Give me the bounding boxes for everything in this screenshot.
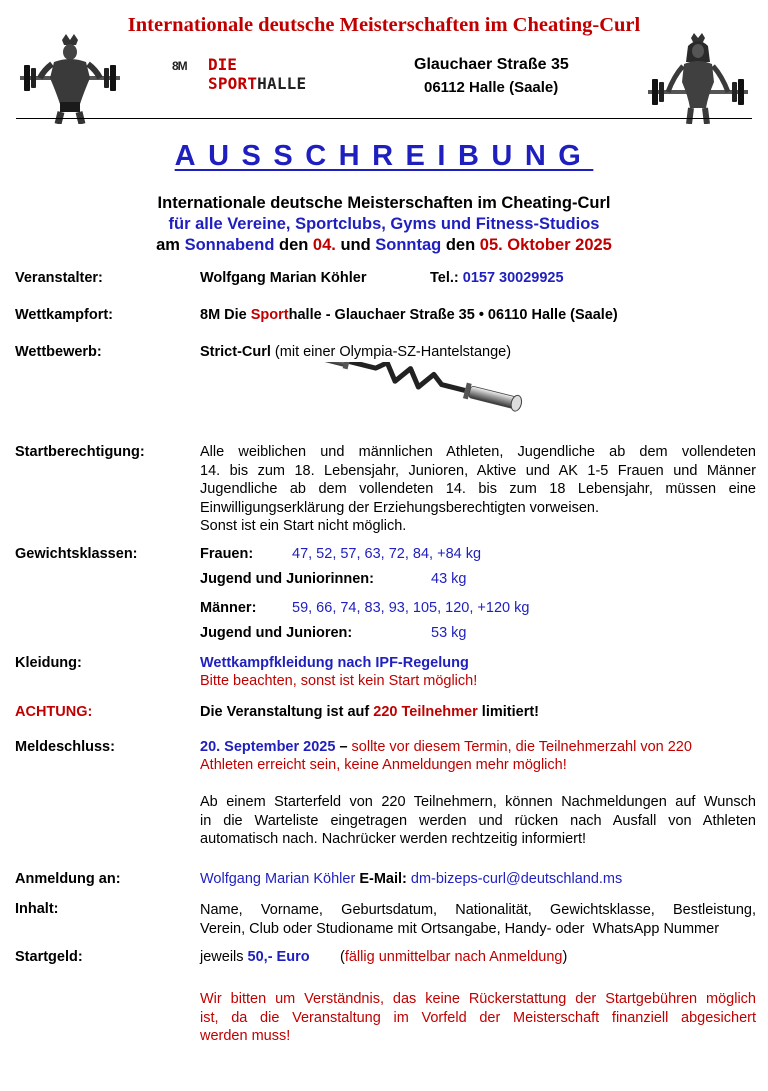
waitlist-line: in die Warteliste eingetragen werden und rücken nach Ausfall von Athleten	[200, 812, 756, 829]
deadline-label: Meldeschluss:	[15, 739, 115, 755]
youth-men-class: 53 kg	[431, 625, 467, 641]
waitlist-text	[200, 793, 756, 849]
refund-line: Wir bitten um Verständnis, das keine Rückerstattung der Startgebühren möglich	[200, 991, 756, 1007]
weight-classes-label: Gewichtsklassen:	[15, 546, 138, 562]
youth-women-label: Jugend und Juniorinnen:	[200, 571, 374, 587]
registration-email[interactable]: dm-bizeps-curl@deutschland.ms	[410, 871, 623, 887]
weightlifter-king-icon	[18, 32, 122, 124]
venue-value	[200, 307, 618, 323]
deadline-note: sollte vor diesem Termin, die Teilnehmerzahl von 220	[351, 739, 692, 755]
competition-type: Strict-Curl	[200, 344, 271, 360]
phone-number[interactable]: 0157 30029925	[462, 270, 564, 286]
organizer-phone	[430, 270, 564, 286]
date-day1: 04.	[312, 236, 336, 254]
clothing-label: Kleidung:	[15, 655, 82, 671]
refund-notice	[200, 990, 756, 1046]
men-classes: 59, 66, 74, 83, 93, 105, 120, +120 kg	[292, 600, 530, 616]
content-line: Name, Vorname, Geburtsdatum, Nationalität, Gewichtsklasse, Bestleistung,	[200, 902, 756, 918]
refund-line: werden muss!	[200, 1028, 291, 1044]
waitlist-line: Ab einem Starterfeld von 220 Teilnehmern, können Nachmeldungen auf Wunsch	[200, 794, 756, 810]
waitlist-line: automatisch nach. Nachrücker werden rechtzeitig informiert!	[200, 831, 587, 847]
youth-men-label: Jugend und Junioren:	[200, 625, 353, 641]
eligibility-line: Alle weiblichen und männlichen Athleten, Jugendliche ab dem vollendeten	[200, 444, 756, 460]
dates-den2: den	[441, 236, 480, 254]
fee-label: Startgeld:	[15, 949, 83, 965]
date-saturday: Sonnabend	[184, 236, 275, 254]
paren-open: (	[340, 949, 345, 965]
deadline-dash: –	[335, 739, 352, 755]
dates-und: und	[335, 236, 376, 254]
fee-due-note: fällig unmittelbar nach Anmeldung	[344, 949, 563, 965]
date-day2: 05. Oktober 2025	[479, 236, 612, 254]
registration-contact	[200, 871, 622, 887]
sporthalle-logo	[172, 56, 342, 98]
dates-den1: den	[274, 236, 313, 254]
fee-amount: 50,- Euro	[247, 949, 310, 965]
date-sunday: Sonntag	[375, 236, 442, 254]
attention-limit: 220 Teilnehmer	[373, 704, 478, 720]
registration-name: Wolfgang Marian Köhler	[200, 871, 356, 887]
fee-due	[340, 949, 567, 965]
eligibility-label: Startberechtigung:	[15, 444, 145, 460]
competition-value	[200, 344, 511, 360]
eligibility-line: 14. bis zum 18. Lebensjahr, Junioren, Aktive und AK 1-5 Frauen und Männer	[200, 462, 756, 479]
address-street: Glauchaer Straße 35	[414, 56, 569, 73]
men-label: Männer:	[200, 600, 257, 616]
sz-curl-bar-icon	[300, 362, 526, 430]
deadline-line1	[200, 739, 692, 755]
attention-text	[200, 704, 539, 720]
women-classes: 47, 52, 57, 63, 72, 84, +84 kg	[292, 546, 482, 562]
weightlifter-queen-icon	[646, 32, 750, 124]
deadline-date: 20. September 2025	[200, 739, 336, 755]
header-divider	[16, 118, 752, 119]
attention-label: ACHTUNG:	[15, 704, 93, 720]
organizer-label: Veranstalter:	[15, 270, 103, 286]
fee-prefix: jeweils	[200, 949, 248, 965]
content-line: Verein, Club oder Studioname mit Ortsangabe, Handy- oder WhatsApp Nummer	[200, 920, 720, 937]
venue-a: 8M Die	[200, 307, 251, 323]
logo-sporthalle	[208, 74, 306, 93]
logo-die: DIE	[208, 55, 237, 74]
logo-sport: SPORT	[208, 74, 258, 93]
dates-am: am	[156, 236, 185, 254]
youth-women-class: 43 kg	[431, 571, 467, 587]
phone-label: Tel.:	[430, 270, 459, 286]
subtitle-dates	[0, 236, 768, 255]
clothing-note: Bitte beachten, sonst ist kein Start möglich!	[200, 673, 478, 689]
venue-sport: Sport	[250, 307, 289, 323]
attention-a: Die Veranstaltung ist auf	[200, 704, 374, 720]
page-title: AUSSCHREIBUNG	[174, 140, 594, 172]
content-label: Inhalt:	[15, 901, 59, 917]
eligibility-line: Sonst ist ein Start nicht möglich.	[200, 518, 407, 534]
venue-label: Wettkampfort:	[15, 307, 114, 323]
clothing-rule: Wettkampfkleidung nach IPF-Regelung	[200, 655, 469, 671]
eligibility-line: Jugendliche ab dem vollendeten 14. bis zum 18 Lebensjahr, müssen eine	[200, 481, 756, 497]
subtitle-event: Internationale deutsche Meisterschaften im Cheating-Curl	[157, 194, 611, 212]
top-title: Internationale deutsche Meisterschaften im Cheating-Curl	[127, 14, 641, 36]
women-label: Frauen:	[200, 546, 254, 562]
logo-mark: 8M	[172, 59, 187, 73]
venue-rest: halle - Glauchaer Straße 35 • 06110 Halle (Saale)	[288, 307, 618, 323]
email-label: E-Mail:	[355, 871, 411, 887]
eligibility-line: Einwilligungserklärung der Erziehungsberechtigten vorweisen.	[200, 499, 599, 516]
paren-close: )	[562, 949, 568, 965]
attention-c: limitiert!	[477, 704, 539, 720]
organizer-name: Wolfgang Marian Köhler	[200, 270, 367, 286]
deadline-line2: Athleten erreicht sein, keine Anmeldungen mehr möglich!	[200, 757, 567, 773]
content-text	[200, 901, 756, 938]
eligibility-text	[200, 443, 756, 536]
fee-value	[200, 949, 310, 965]
subtitle-audience: für alle Vereine, Sportclubs, Gyms und Fitness-Studios	[168, 215, 600, 233]
logo-halle: HALLE	[257, 74, 307, 93]
competition-note: (mit einer Olympia-SZ-Hantelstange)	[270, 344, 512, 360]
competition-label: Wettbewerb:	[15, 344, 102, 360]
address-city: 06112 Halle (Saale)	[424, 79, 559, 96]
refund-line: ist, da die Veranstaltung im Vorfeld der Meisterschaft finanziell abgesichert	[200, 1009, 756, 1026]
registration-label: Anmeldung an:	[15, 871, 121, 887]
